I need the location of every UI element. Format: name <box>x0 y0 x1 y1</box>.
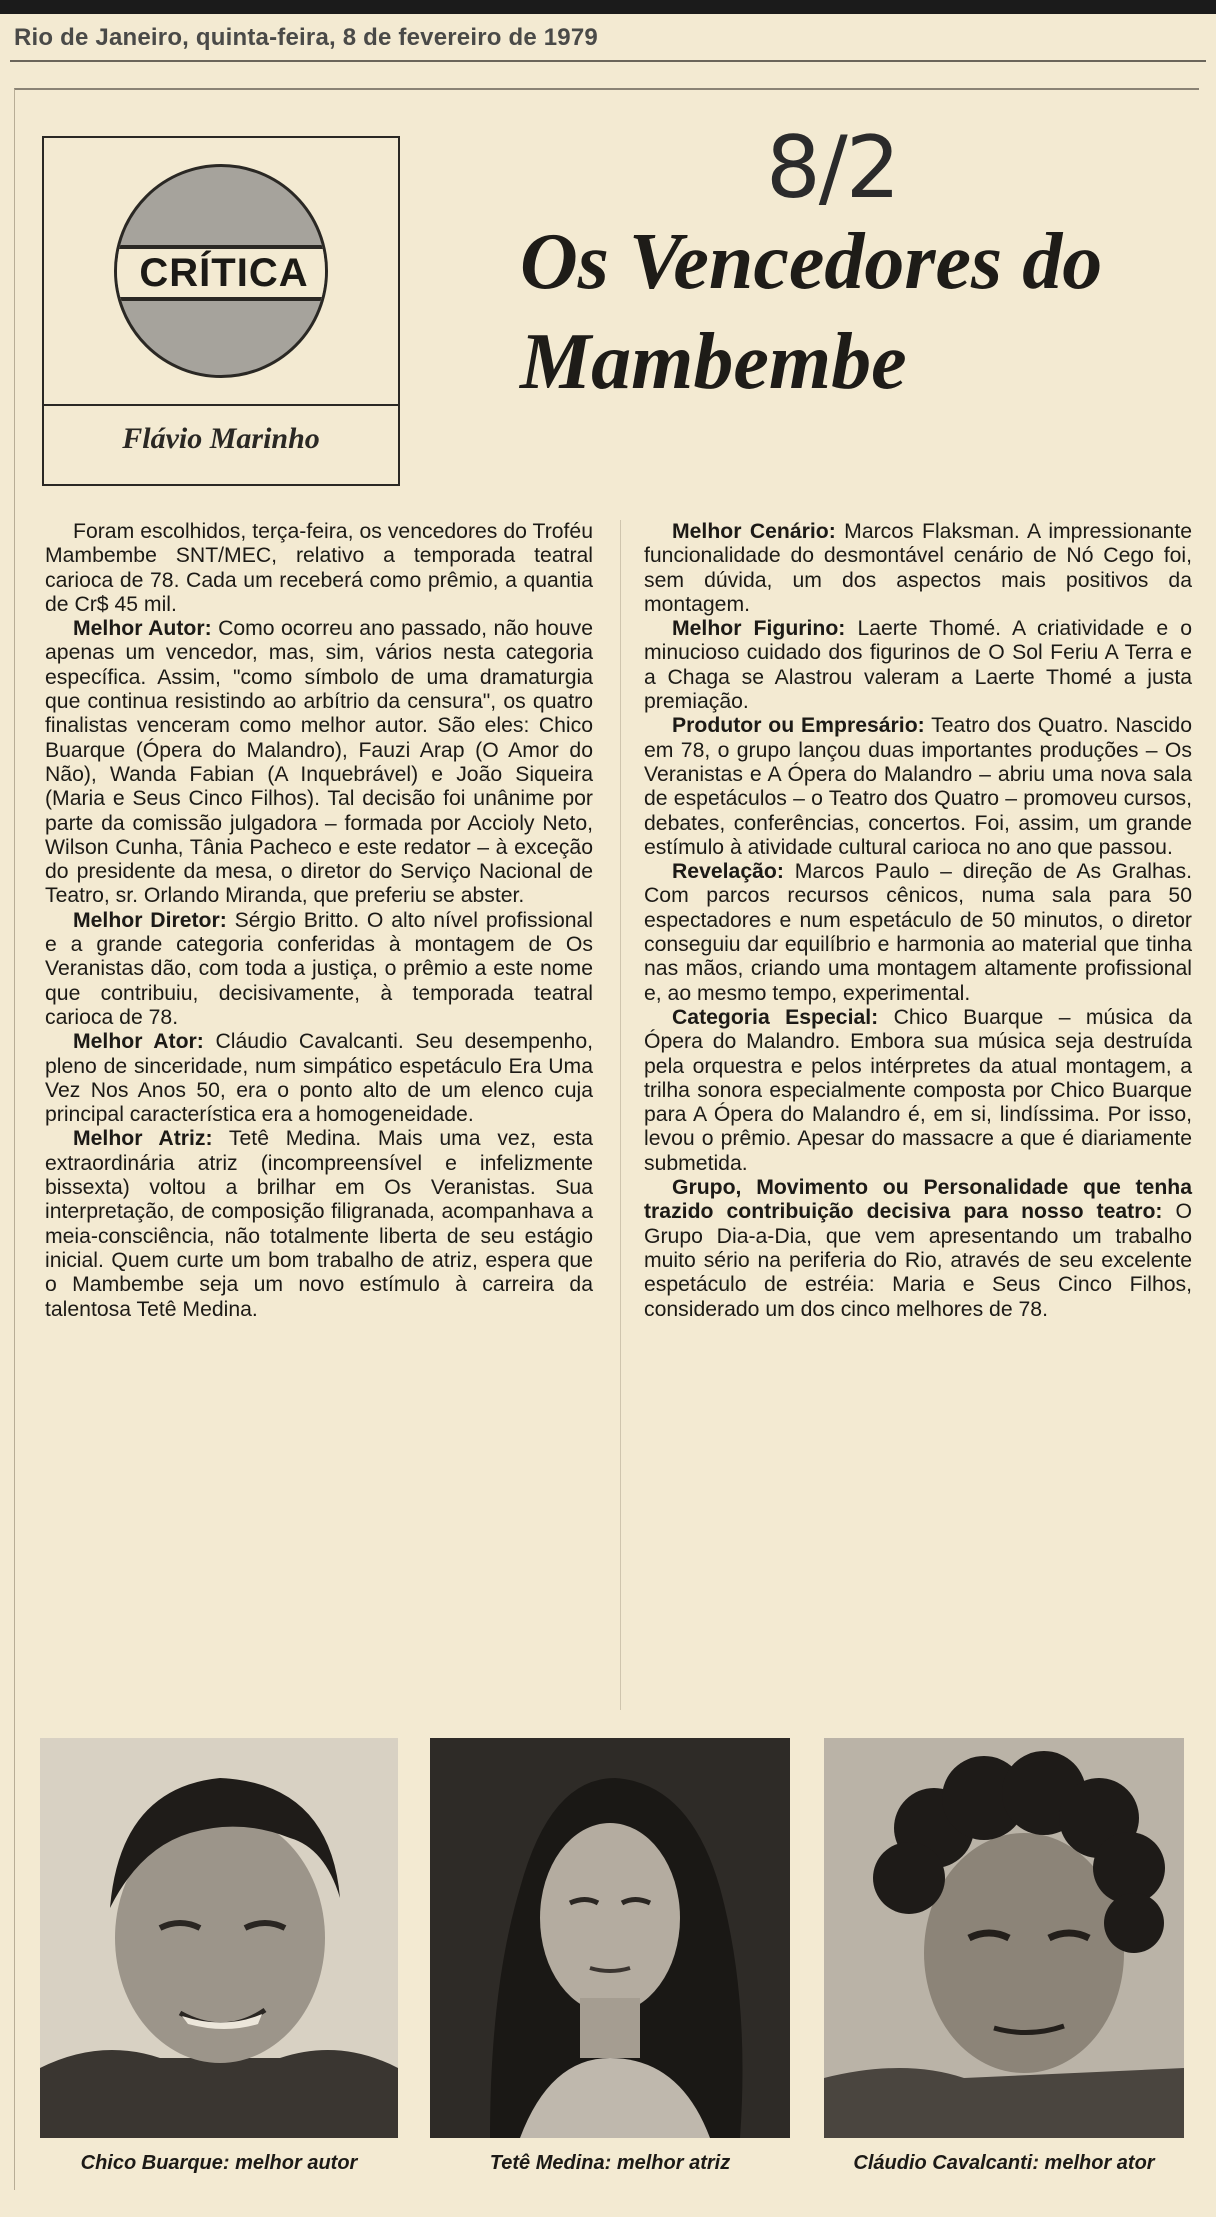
photo-chico-buarque <box>40 1738 398 2138</box>
column-badge: CRÍTICA <box>114 245 328 301</box>
box-divider <box>44 404 398 406</box>
paragraph: Melhor Autor: Como ocorreu ano passado, não houve apenas um vencedor, mas, sim, vários nesta categoria específica. Assim, "como símbolo de uma dramaturgia que continua resistindo ao arbítrio da censura", os quatro finalistas venceram como melhor autor. São eles: Chico Buarque (Ópera do Malandro), Fauzi Arap (O Amor do Não), Wanda Fabian (A Inquebrável) e João Siqueira (Maria e Seus Cinco Filhos). Tal decisão foi unânime por parte da comissão julgadora – formada por Accioly Neto, Wilson Cunha, Tânia Pacheco e este redator – à exceção do presidente da mesa, o diretor do Serviço Nacional de Teatro, sr. Orlando Miranda, que preferiu se abster. <box>45 617 593 908</box>
handwritten-note: 8/2 <box>766 118 899 218</box>
photo-caption: Cláudio Cavalcanti: melhor ator <box>853 2152 1155 2174</box>
headline: Os Vencedores do Mambembe <box>520 218 1103 406</box>
paragraph: Categoria Especial: Chico Buarque – música da Ópera do Malandro. Embora sua música seja destruída pela orquestra e pelos intérpretes da atual montagem, a trilha sonora especialmente composta por Chico Buarque para A Ópera do Malandro é, em si, lindíssima. Por isso, levou o prêmio. Apesar do massacre a que é diariamente submetida. <box>644 1005 1192 1175</box>
photo-caption: Tetê Medina: melhor atriz <box>489 2152 731 2174</box>
paragraph: Melhor Atriz: Tetê Medina. Mais uma vez, esta extraordinária atriz (incompreensível e infelizmente bissexta) voltou a brilhar em Os Veranistas. Sua interpretação, de composição filigranada, acompanhava a meia-consciência, não totalmente liberta de seu estágio inicial. Quem curte um bom trabalho de atriz, espera que o Mambembe seja um novo estímulo à carreira da talentosa Tetê Medina. <box>45 1127 593 1321</box>
paragraph: Melhor Figurino: Laerte Thomé. A criatividade e o minucioso cuidado dos figurinos de O Sol Feriu A Terra e a Chaga se Alastrou valeram a Laerte Thomé a justa premiação. <box>644 617 1192 714</box>
scan-edge <box>0 0 1216 14</box>
author-byline: Flávio Marinho <box>122 422 320 455</box>
paragraph: Produtor ou Empresário: Teatro dos Quatro. Nascido em 78, o grupo lançou duas importantes produções – Os Veranistas e A Ópera do Malandro – abriu uma nova sala de espetáculos – o Teatro dos Quatro – promoveu cursos, debates, conferências, concertos. Foi, assim, um grande estímulo à atividade cultural carioca no ano que passou. <box>644 714 1192 859</box>
paragraph: Foram escolhidos, terça-feira, os vencedores do Troféu Mambembe SNT/MEC, relativo a temporada teatral carioca de 78. Cada um receberá como prêmio, a quantia de Cr$ 45 mil. <box>45 520 593 616</box>
article-column-left <box>45 520 593 1322</box>
portrait-icon <box>824 1738 1184 2138</box>
paragraph: Revelação: Marcos Paulo – direção de As Gralhas. Com parcos recursos cênicos, numa sala para 50 espectadores e num espetáculo de 50 minutos, o diretor conseguiu dar equilíbrio e harmonia ao material que tinha nas mãos, criando uma montagem altamente profissional e, ao mesmo tempo, experimental. <box>644 860 1192 1005</box>
critica-seal-icon <box>114 164 328 378</box>
paragraph: Melhor Ator: Cláudio Cavalcanti. Seu desempenho, pleno de sinceridade, num simpático espetáculo Era Uma Vez Nos Anos 50, era o ponto alto de um elenco cuja principal característica era a homogeneidade. <box>45 1030 593 1127</box>
photo-tete-medina <box>430 1738 790 2138</box>
portrait-icon <box>40 1738 398 2138</box>
paragraph: Melhor Cenário: Marcos Flaksman. A impressionante funcionalidade do desmontável cenário de Nó Cego foi, sem dúvida, um dos aspectos mais positivos da montagem. <box>644 520 1192 616</box>
photo-caption: Chico Buarque: melhor autor <box>80 2152 358 2174</box>
dateline-rule <box>10 60 1206 62</box>
paragraph: Grupo, Movimento ou Personalidade que tenha trazido contribuição decisiva para nosso teatro: O Grupo Dia-a-Dia, que vem apresentando um trabalho muito sério na periferia do Rio, através de seu excelente espetáculo de estréia: Maria e Seus Cinco Filhos, considerado um dos cinco melhores de 78. <box>644 1176 1192 1321</box>
photo-claudio-cavalcanti <box>824 1738 1184 2138</box>
column-gutter <box>620 520 621 1710</box>
article-column-right <box>644 520 1192 1322</box>
dateline: Rio de Janeiro, quinta-feira, 8 de fevereiro de 1979 <box>14 24 598 51</box>
portrait-icon <box>430 1738 790 2138</box>
critica-column-box <box>42 136 400 486</box>
paragraph: Melhor Diretor: Sérgio Britto. O alto nível profissional e a grande categoria conferidas à montagem de Os Veranistas dão, com toda a justiça, o prêmio a este nome que contribuiu, decisivamente, à temporada teatral carioca de 78. <box>45 908 593 1029</box>
